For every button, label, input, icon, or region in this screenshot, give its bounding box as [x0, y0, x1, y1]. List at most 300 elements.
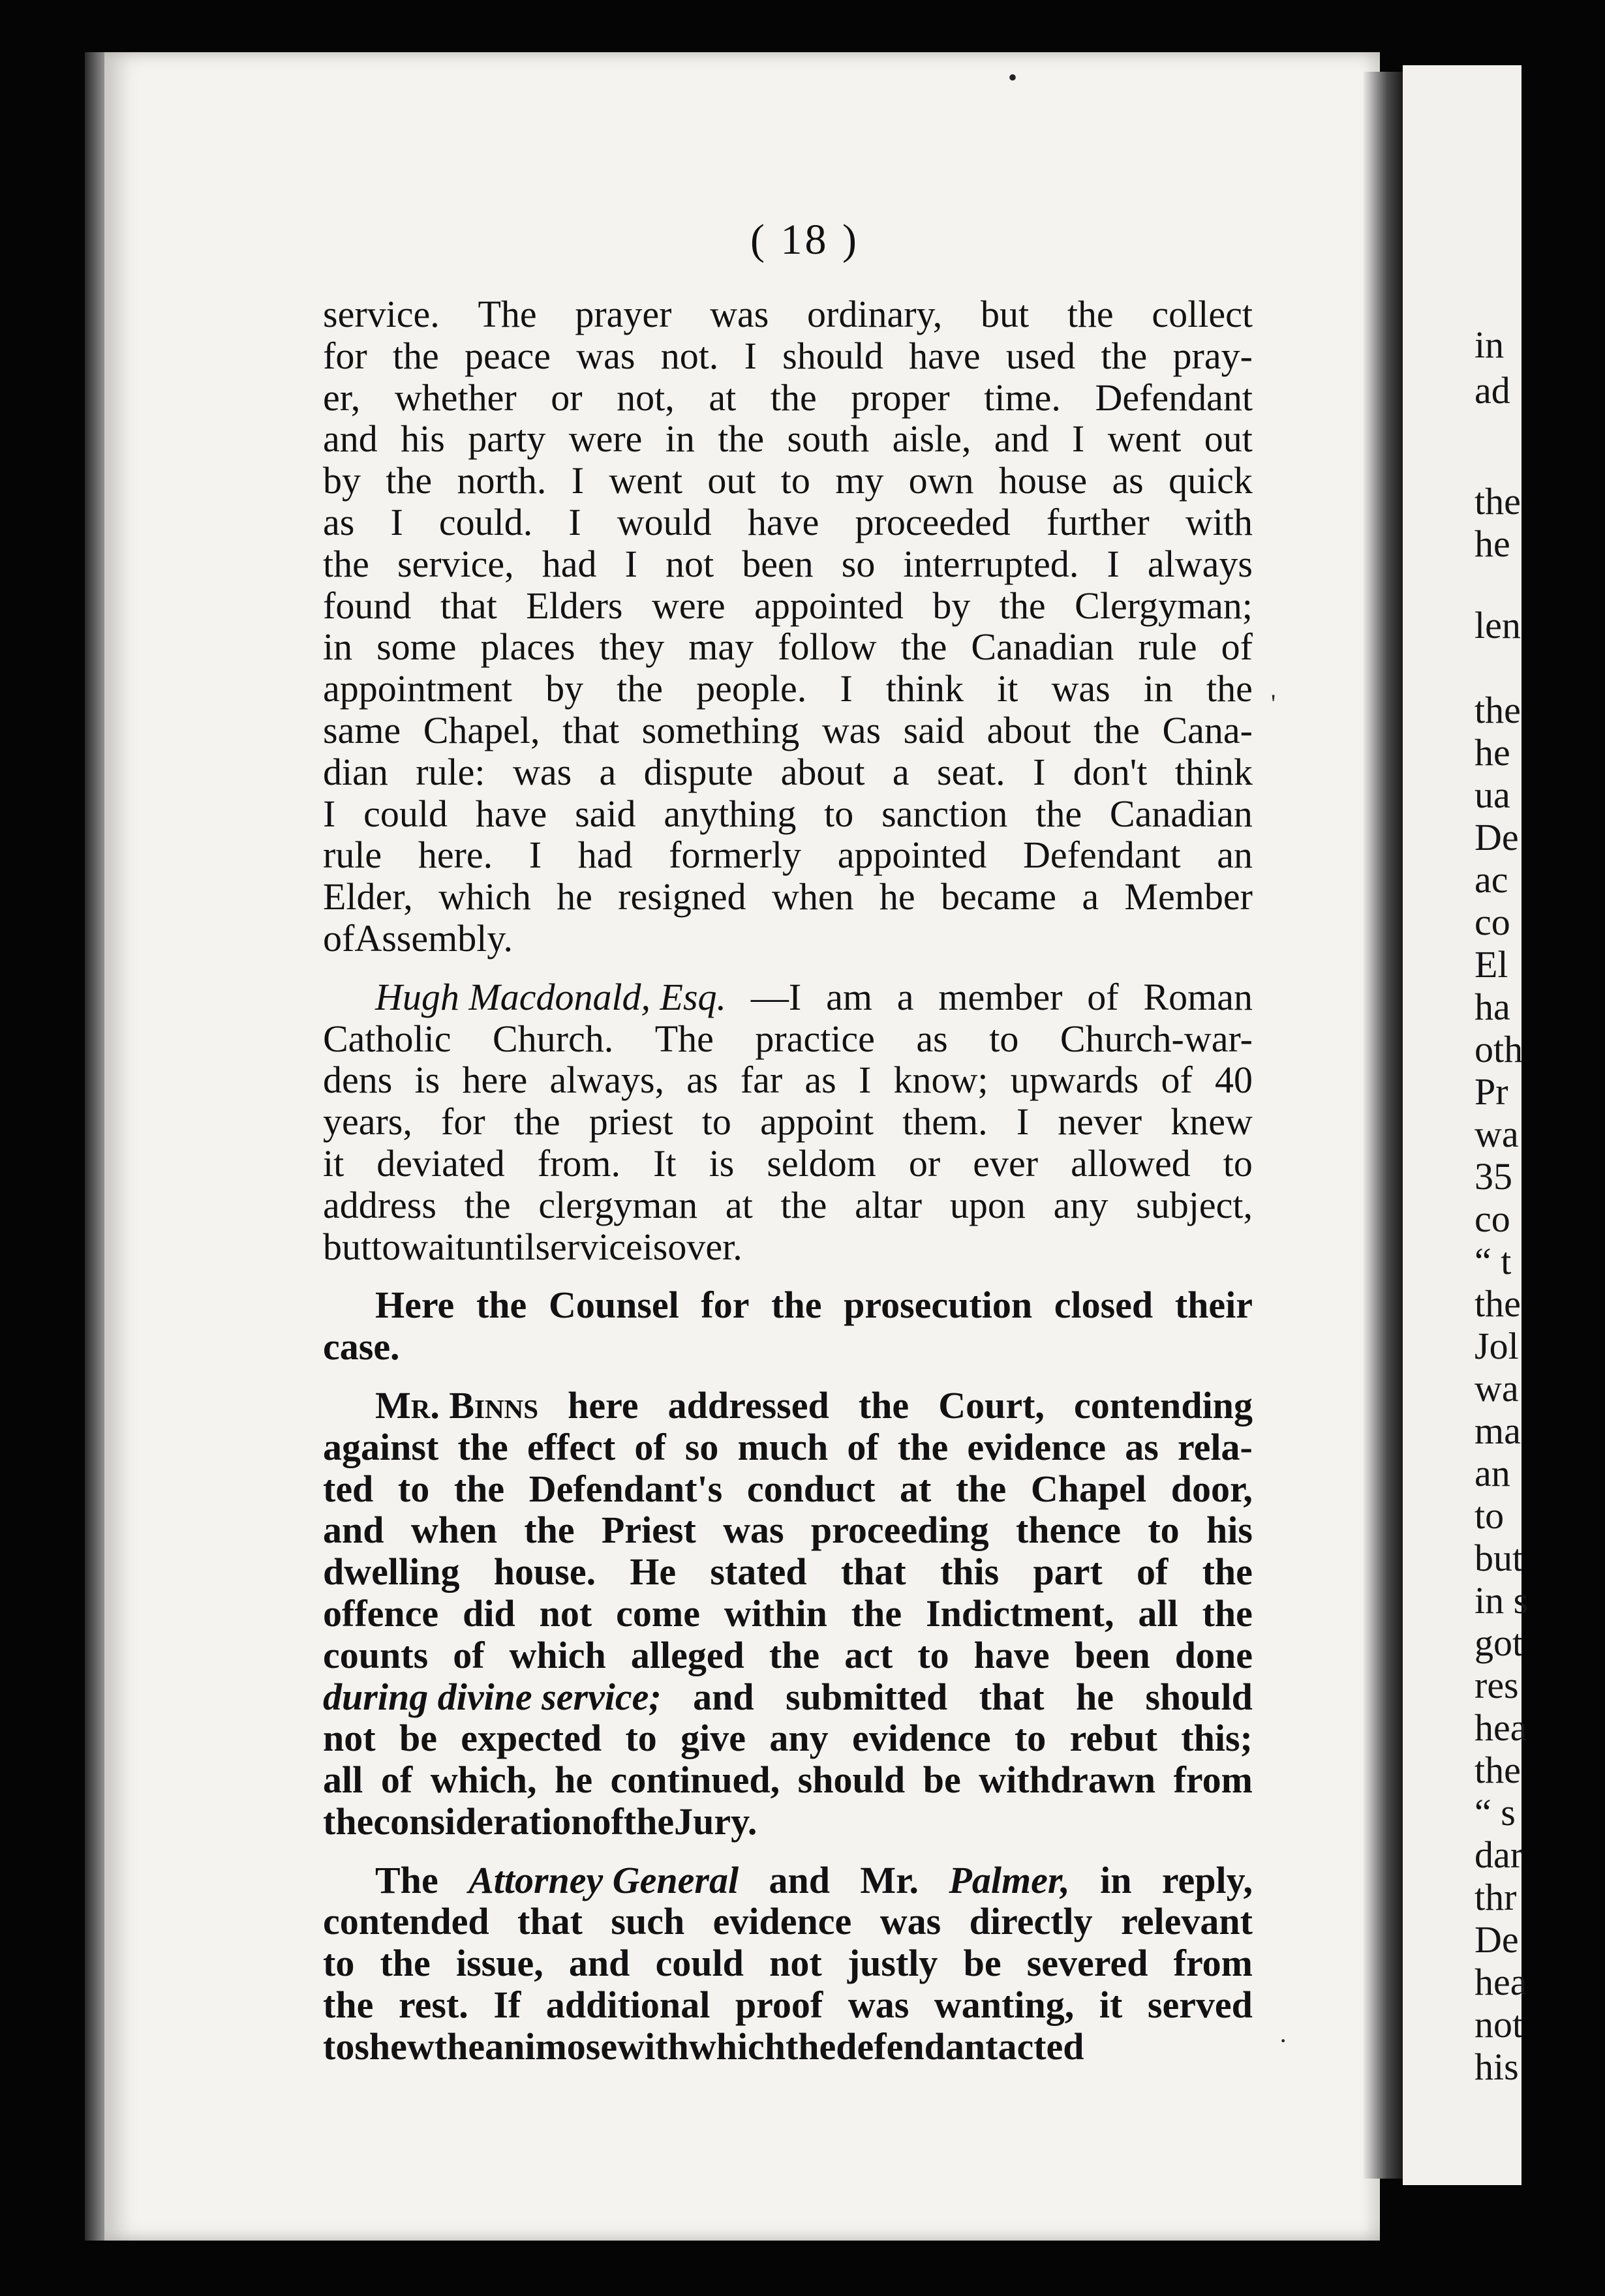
word: always, [549, 1059, 665, 1102]
word: is [709, 1141, 735, 1185]
text-line [323, 918, 1253, 959]
text-line [323, 377, 1253, 419]
word: could. [438, 500, 533, 543]
word: was [821, 708, 881, 751]
word: a [892, 750, 910, 793]
next-page-fragment: the [1475, 689, 1521, 731]
word: altar [855, 1183, 923, 1226]
word: was [879, 1900, 941, 1943]
word: so [841, 542, 876, 585]
word: Defendant [1095, 376, 1253, 419]
word: expected [461, 1717, 602, 1760]
next-page-fragment: the [1475, 480, 1521, 522]
word: Palmer, [949, 1858, 1070, 1901]
next-page-fragment: len [1475, 604, 1521, 646]
text-line [323, 1509, 1253, 1551]
word: went [609, 459, 683, 502]
next-page-fragment: hea [1475, 1961, 1527, 2003]
word: Member [1124, 875, 1253, 918]
word: rule [323, 834, 382, 877]
word: further [1046, 500, 1150, 543]
word: Catholic [323, 1017, 451, 1060]
next-page-fragment: thr [1475, 1876, 1517, 1918]
word: deviated [376, 1141, 505, 1185]
word: rebut [1069, 1717, 1157, 1760]
text-line [323, 976, 1253, 1018]
word: as [686, 1059, 718, 1102]
next-page-fragment: he [1475, 731, 1510, 774]
word: ever [973, 1141, 1039, 1185]
word: Priest [601, 1509, 696, 1552]
word: additional [545, 1984, 711, 2027]
word: party [468, 417, 546, 461]
word: had [542, 542, 597, 585]
word: the [785, 2025, 836, 2068]
word: the [851, 1592, 902, 1635]
word: for [323, 334, 367, 377]
next-page-fragment: El [1475, 943, 1508, 986]
word: the [955, 1467, 1007, 1510]
word: I [571, 459, 585, 502]
next-page-fragment: wa [1475, 1113, 1519, 1155]
text-line [323, 1593, 1253, 1635]
word: that [979, 1675, 1045, 1718]
word: was [576, 334, 635, 377]
word: of [380, 1759, 413, 1802]
word: proof [735, 1984, 823, 2027]
next-page-fragment: ma [1475, 1410, 1521, 1452]
word: consideration [373, 1800, 592, 1843]
word: far [740, 1059, 783, 1102]
word: member [938, 975, 1063, 1018]
text-line [323, 1635, 1253, 1676]
word: Clergyman; [1075, 584, 1253, 627]
word: of [453, 1633, 485, 1676]
word: the [434, 2025, 485, 2068]
word: a [896, 975, 914, 1018]
word: been [742, 542, 814, 585]
word: rule [1138, 626, 1197, 669]
word: been [1074, 1633, 1150, 1676]
word: think [1174, 750, 1253, 793]
word: in [1100, 1858, 1132, 1901]
word: the [858, 1383, 910, 1427]
text-line [323, 1143, 1253, 1185]
word: resigned [618, 875, 746, 918]
word: from [1173, 1759, 1253, 1802]
word: the [323, 1800, 374, 1843]
word: seat. [937, 750, 1005, 793]
word: he [557, 875, 592, 918]
word: proceeding [810, 1509, 989, 1552]
word: addressed [667, 1383, 829, 1427]
word: It [653, 1141, 677, 1185]
word: became [940, 875, 1057, 918]
word: of [1087, 975, 1119, 1018]
word: here [568, 1383, 639, 1427]
word: to [917, 1633, 949, 1676]
stray-mark: · [1279, 2026, 1288, 2055]
word: rest. [398, 1984, 468, 2027]
word: seldom [767, 1141, 876, 1185]
word: Jury. [674, 1800, 757, 1843]
word: ordinary, [807, 293, 943, 335]
word: the [453, 1467, 505, 1510]
text-line [323, 2026, 1253, 2068]
word: much [737, 1425, 829, 1468]
text-line [323, 1901, 1253, 1942]
word: in [1143, 667, 1173, 710]
word: here [462, 1059, 528, 1102]
word: Attorney General [468, 1858, 739, 1901]
text-line [323, 1385, 1253, 1427]
word: wait [401, 1225, 466, 1268]
word: defendant [836, 2025, 998, 2068]
word: dens [323, 1059, 393, 1102]
text-line [323, 1226, 1253, 1268]
word: shew [354, 2025, 435, 2068]
next-page-fragment: “ s [1475, 1791, 1516, 1834]
word: them. [902, 1100, 988, 1143]
word: —I [750, 975, 802, 1018]
word: could [655, 1942, 744, 1985]
word: Defendant's [528, 1467, 723, 1510]
word: said [903, 708, 965, 751]
word: Elders [526, 584, 623, 627]
word: could [363, 792, 448, 835]
next-page-strip [1403, 65, 1529, 2185]
word: the [623, 1800, 675, 1843]
word: to [1223, 1141, 1253, 1185]
word: to [323, 2025, 355, 2068]
text-line [323, 1185, 1253, 1226]
word: had [577, 834, 633, 877]
word: proceeded [855, 500, 1011, 543]
word: prayer [575, 293, 672, 335]
word: when [771, 875, 854, 918]
word: against [323, 1425, 439, 1468]
word: did [463, 1592, 515, 1635]
word: was [848, 1984, 910, 2027]
word: or [551, 376, 583, 419]
word: have [909, 334, 981, 377]
word: address [323, 1183, 436, 1226]
word: they [599, 626, 665, 669]
word: the [1101, 334, 1148, 377]
word: evidence [852, 1717, 991, 1760]
word: at [900, 1467, 932, 1510]
word: and [323, 417, 378, 461]
next-page-fragment: ha [1475, 986, 1510, 1028]
next-page-fragment: Jol [1475, 1325, 1519, 1367]
word: the [1035, 792, 1082, 835]
word: I [624, 542, 637, 585]
word: by [545, 667, 584, 710]
word: submitted [786, 1675, 948, 1718]
word: their [1174, 1284, 1253, 1327]
word: Canadian [1109, 792, 1253, 835]
word: during divine service; [323, 1675, 662, 1718]
word: from [1173, 1942, 1253, 1985]
word: which [438, 875, 531, 918]
word: If [493, 1984, 521, 2027]
word: my [835, 459, 884, 502]
word: closed [1054, 1284, 1154, 1327]
word: but [323, 1225, 372, 1268]
word: subject, [1136, 1183, 1253, 1226]
word: for [441, 1100, 485, 1143]
next-page-fragment: in [1475, 324, 1505, 366]
next-page-fragment: not [1475, 2003, 1523, 2046]
word: any [1053, 1183, 1108, 1226]
word: Elder, [323, 875, 413, 918]
word: about [986, 708, 1071, 751]
next-page-fragment: 35 [1475, 1155, 1512, 1198]
word: south [787, 417, 870, 461]
word: the [457, 1425, 508, 1468]
word: in [665, 417, 695, 461]
word: so [684, 1425, 719, 1468]
next-page-fragment: Pr [1475, 1070, 1508, 1113]
word: allowed [1071, 1141, 1191, 1185]
word: peace [465, 334, 551, 377]
word: it [1099, 1984, 1123, 2027]
word: not [539, 1592, 592, 1635]
word: alleged [630, 1633, 744, 1676]
text-line [323, 1801, 1253, 1843]
text-line [323, 1101, 1253, 1143]
word: Court, [938, 1383, 1045, 1427]
word: this; [1181, 1717, 1253, 1760]
word: conduct [746, 1467, 876, 1510]
text-line [323, 1427, 1253, 1468]
word: done [1174, 1633, 1253, 1676]
text-line [323, 460, 1253, 502]
word: served [1147, 1984, 1253, 2027]
word: the [464, 1183, 511, 1226]
word: He [630, 1550, 677, 1594]
word: it [997, 667, 1018, 710]
word: something [641, 708, 800, 751]
word: sanction [881, 792, 1008, 835]
word: contended [323, 1900, 489, 1943]
word: within [724, 1592, 827, 1635]
text-line [323, 335, 1253, 377]
word: to [780, 459, 810, 502]
word: acted [998, 2025, 1084, 2068]
word: the [323, 542, 369, 585]
word: evidence [712, 1900, 852, 1943]
word: justly [847, 1942, 938, 1985]
word: found [323, 584, 412, 627]
word: the [1206, 667, 1253, 710]
word: was [1051, 667, 1110, 710]
word: and [994, 417, 1049, 461]
next-page-fragment: ad [1475, 369, 1510, 412]
word: Chapel [1030, 1467, 1147, 1510]
word: reply, [1161, 1858, 1253, 1901]
word: as [1112, 459, 1144, 502]
word: the [476, 1284, 527, 1327]
word: pray- [1172, 334, 1253, 377]
word: service, [397, 542, 514, 585]
word: in [323, 626, 353, 669]
text-line [323, 1059, 1253, 1101]
word: Hugh Macdonald, Esq. [375, 975, 727, 1018]
word: were [651, 584, 726, 627]
word: may [688, 626, 754, 669]
text-line [323, 1284, 1253, 1326]
word: The [654, 1017, 714, 1060]
word: that [517, 1900, 583, 1943]
text-line [323, 876, 1253, 918]
next-page-fragment: dar [1475, 1834, 1523, 1876]
word: of [634, 1425, 666, 1468]
word: formerly [669, 834, 802, 877]
next-page-fragment: co [1475, 901, 1510, 943]
word: severed [1026, 1942, 1148, 1985]
word: evidence [967, 1425, 1107, 1468]
word: used [1005, 334, 1076, 377]
word: have [747, 500, 819, 543]
word: quick [1169, 459, 1253, 502]
word: Cana- [1162, 708, 1253, 751]
word: some [376, 626, 457, 669]
next-page-fragment: the [1475, 1282, 1521, 1325]
word: give [680, 1717, 746, 1760]
text-line [323, 710, 1253, 751]
word: of [1161, 1059, 1193, 1102]
word: 40 [1215, 1059, 1253, 1102]
word: to [1148, 1509, 1180, 1552]
word: people. [696, 667, 807, 710]
word: I [528, 834, 542, 877]
word: out [707, 459, 756, 502]
word: as [323, 500, 355, 543]
word: is [414, 1059, 440, 1102]
text-line [323, 1942, 1253, 1984]
word: with [617, 2025, 689, 2068]
word: of [592, 1800, 624, 1843]
word: to [625, 1717, 657, 1760]
word: should [797, 1759, 906, 1802]
word: to [1014, 1717, 1047, 1760]
word: the [392, 334, 439, 377]
text-line [323, 1860, 1253, 1901]
word: appointment [323, 667, 512, 710]
word: the [524, 1509, 575, 1552]
word: think [885, 667, 964, 710]
next-page-fragment: res [1475, 1664, 1519, 1706]
word: at [725, 1183, 753, 1226]
word: and [323, 1509, 384, 1552]
text-line [323, 668, 1253, 710]
word: he [879, 875, 915, 918]
word: upon [949, 1183, 1026, 1226]
word: not [769, 1942, 822, 1985]
next-page-fragment: in s [1475, 1579, 1529, 1622]
word: house [998, 459, 1088, 502]
next-page-fragment: ua [1475, 774, 1510, 816]
stray-mark: • [1008, 63, 1018, 92]
next-page-fragment: hea [1475, 1706, 1527, 1749]
word: here. [418, 834, 493, 877]
text-line [323, 294, 1253, 335]
word: upwards [1010, 1059, 1139, 1102]
word: counts [323, 1633, 429, 1676]
word: an [1217, 834, 1253, 877]
word: thence [1015, 1509, 1122, 1552]
next-page-fragment: an [1475, 1452, 1510, 1494]
word: the [380, 1942, 431, 1985]
word: of [1137, 1550, 1169, 1594]
page-body-text [323, 294, 1253, 2068]
word: the [1202, 1592, 1253, 1635]
word: the [900, 626, 947, 669]
word: should [782, 334, 883, 377]
word: he [555, 1759, 593, 1802]
word: follow [778, 626, 877, 669]
word: the [780, 1183, 827, 1226]
word: I [390, 500, 403, 543]
next-page-fragment: he [1475, 522, 1510, 565]
next-page-fragment: wa [1475, 1367, 1519, 1410]
word: act [844, 1633, 893, 1676]
next-page-fragment: De [1475, 1918, 1519, 1961]
word: the [386, 459, 433, 502]
word: Defendant [1023, 834, 1181, 877]
word: from. [537, 1141, 621, 1185]
word: and [568, 1942, 630, 1985]
word: his [401, 417, 445, 461]
word: such [611, 1900, 685, 1943]
word: have [475, 792, 547, 835]
word: own [908, 459, 974, 502]
word: continued, [610, 1759, 780, 1802]
word: don't [1073, 750, 1148, 793]
next-page-fragment: the [1475, 1749, 1521, 1791]
word: appointed [754, 584, 904, 627]
stray-mark: ' [1271, 689, 1276, 718]
next-page-fragment: but [1475, 1537, 1523, 1579]
word: as [804, 1059, 836, 1102]
word: rela- [1177, 1425, 1253, 1468]
text-line [323, 1717, 1253, 1759]
word: by [323, 459, 361, 502]
word: years, [323, 1100, 412, 1143]
word: Canadian [971, 626, 1114, 669]
word: the [897, 1425, 949, 1468]
next-page-fragment: his [1475, 2046, 1519, 2088]
word: the [513, 1100, 560, 1143]
word: Assembly. [354, 916, 513, 959]
word: always [1147, 542, 1253, 585]
word: be [399, 1717, 437, 1760]
word: rule: [416, 750, 485, 793]
word: the [1093, 708, 1140, 751]
word: north. [457, 459, 547, 502]
text-line [323, 418, 1253, 460]
word: and [693, 1675, 754, 1718]
word: am [826, 975, 872, 1018]
word: at [709, 376, 737, 419]
word: door, [1170, 1467, 1253, 1510]
word: he [1076, 1675, 1114, 1718]
word: it [323, 1141, 344, 1185]
text-line [323, 1468, 1253, 1510]
word: service [535, 1225, 643, 1268]
word: was [723, 1509, 784, 1552]
